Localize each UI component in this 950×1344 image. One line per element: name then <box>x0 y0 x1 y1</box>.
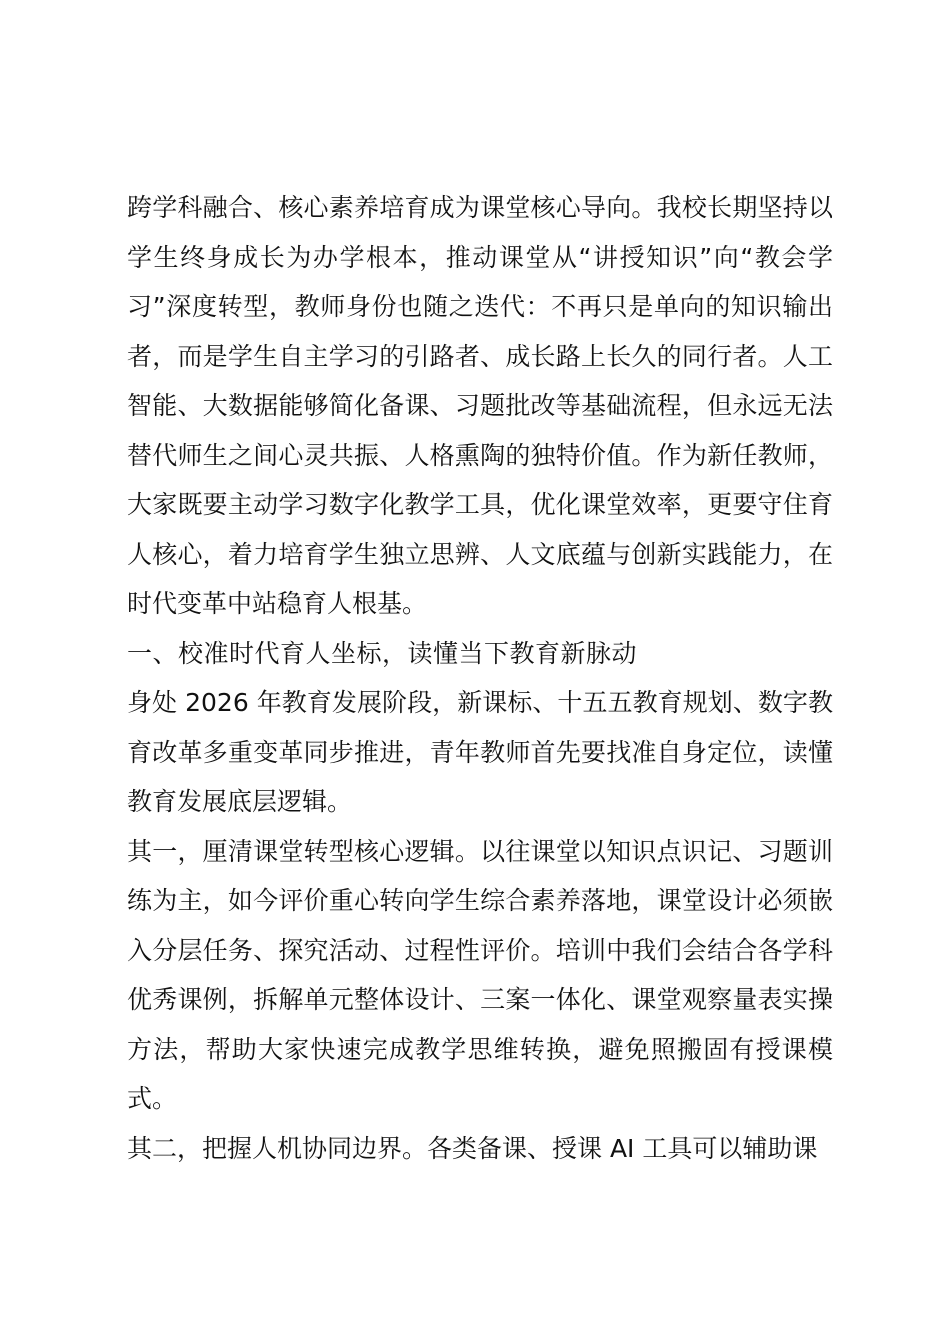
paragraph-section1-intro: 身处 2026 年教育发展阶段，新课标、十五五教育规划、数字教育改革多重变革同步推进，青年教师首先要找准自身定位，读懂教育发展底层逻辑。 <box>127 688 833 816</box>
section-heading-1: 一、校准时代育人坐标，读懂当下教育新脉动 <box>127 638 638 668</box>
paragraph-point-1: 其一，厘清课堂转型核心逻辑。以往课堂以知识点识记、习题训练为主，如今评价重心转向学生综合素养落地，课堂设计必须嵌入分层任务、探究活动、过程性评价。培训中我们会结合各学科优秀课例，拆解单元整体设计、三案一体化、课堂观察量表实操方法，帮助大家快速完成教学思维转换，避免照搬固有授课模式。 <box>127 836 833 1113</box>
paragraph-intro: 跨学科融合、核心素养培育成为课堂核心导向。我校长期坚持以学生终身成长为办学根本，推动课堂从“讲授知识”向“教会学习”深度转型，教师身份也随之迭代：不再只是单向的知识输出者，而是学生自主学习的引路者、成长路上长久的同行者。人工智能、大数据能够简化备课、习题批改等基础流程，但永远无法替代师生之间心灵共振、人格熏陶的独特价值。作为新任教师，大家既要主动学习数字化教学工具，优化课堂效率，更要守住育人核心，着力培育学生独立思辨、人文底蕴与创新实践能力，在时代变革中站稳育人根基。 <box>127 193 833 618</box>
paragraph-point-2: 其二，把握人机协同边界。各类备课、授课 AI 工具可以辅助课 <box>127 1133 818 1163</box>
document-body <box>127 183 833 1173</box>
